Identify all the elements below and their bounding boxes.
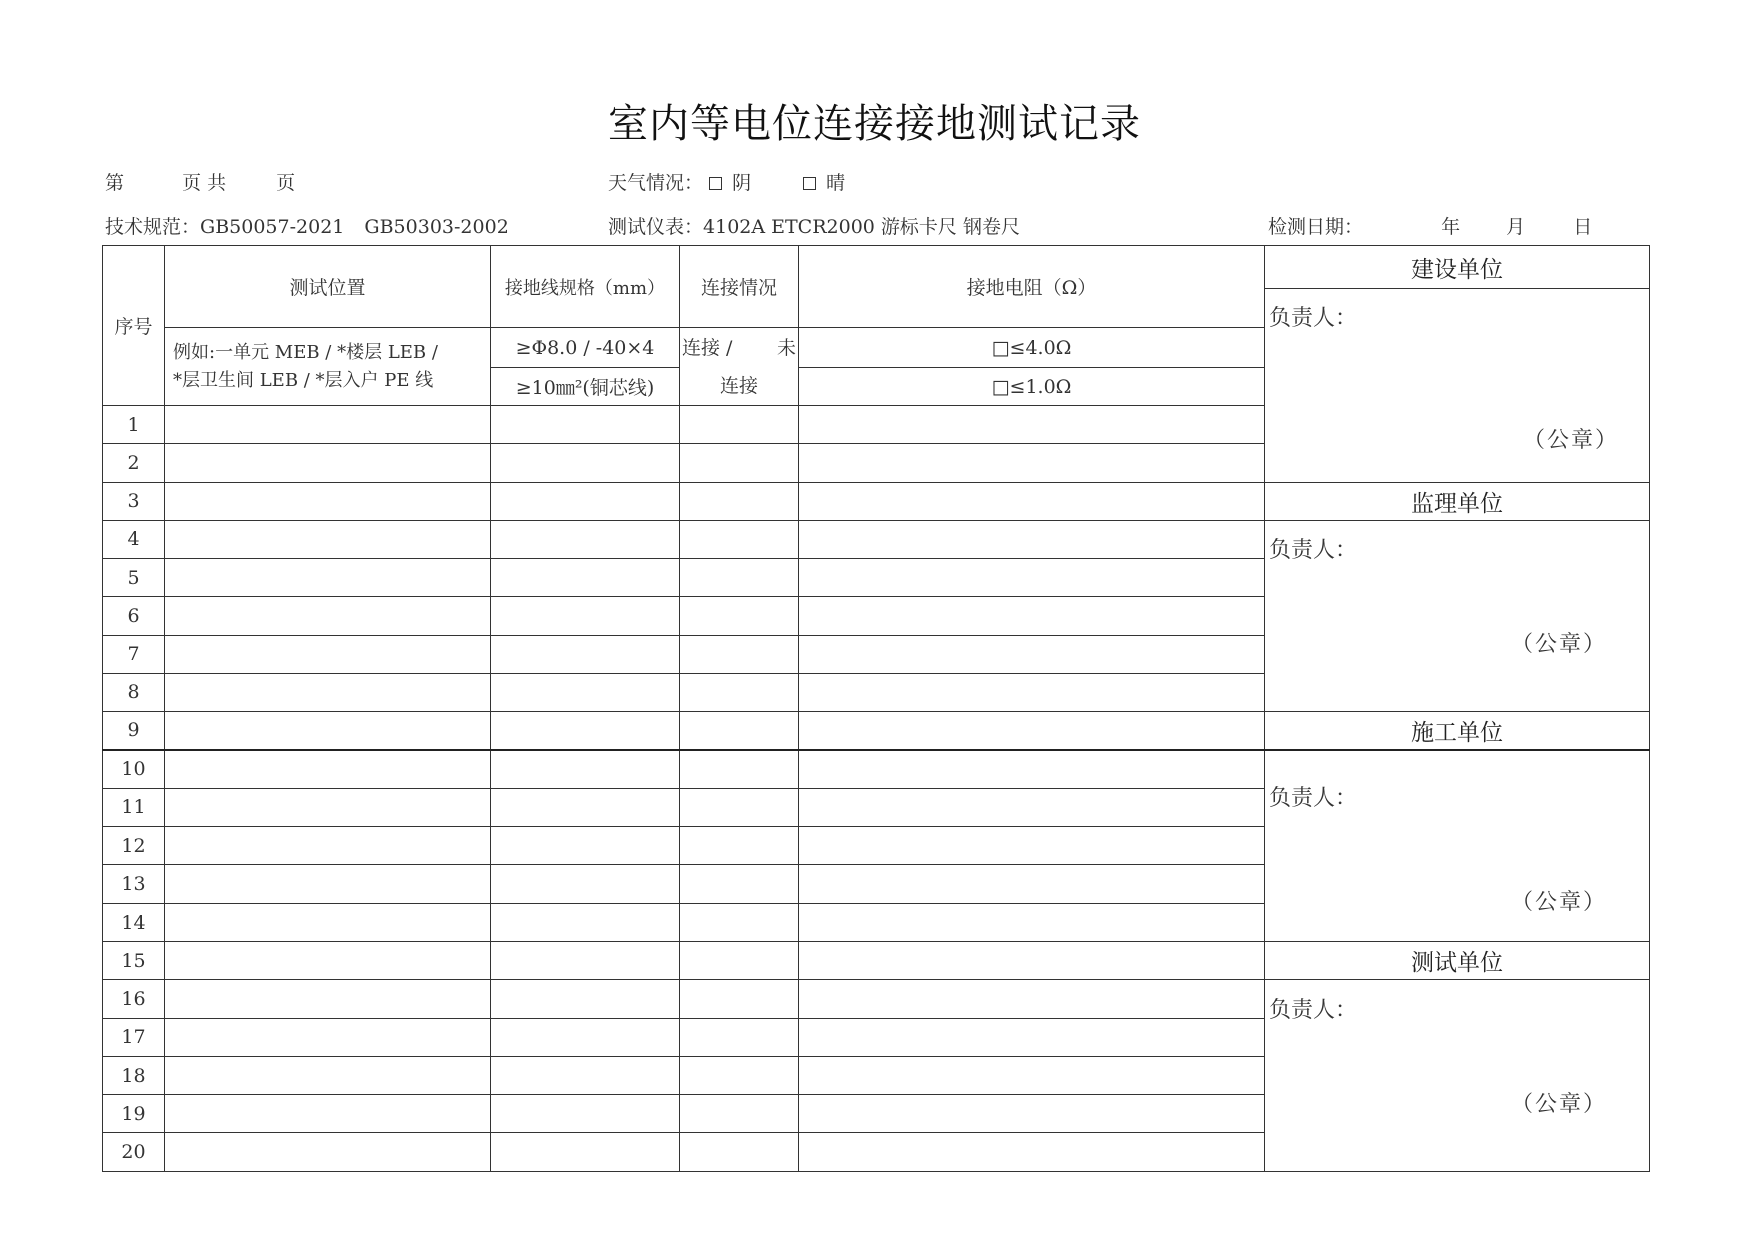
location-cell[interactable]: [165, 482, 491, 520]
connection-cell[interactable]: [680, 597, 799, 635]
resistance-cell[interactable]: [799, 406, 1265, 444]
location-cell[interactable]: [165, 520, 491, 558]
location-cell[interactable]: [165, 1018, 491, 1056]
row-number: 5: [103, 558, 165, 596]
resistance-cell[interactable]: [799, 1056, 1265, 1094]
connection-cell[interactable]: [680, 406, 799, 444]
row-number: 1: [103, 406, 165, 444]
resistance-cell[interactable]: [799, 635, 1265, 673]
connection-cell[interactable]: [680, 1018, 799, 1056]
connection-cell[interactable]: [680, 635, 799, 673]
connection-cell[interactable]: [680, 1133, 799, 1172]
location-cell[interactable]: [165, 1056, 491, 1094]
location-cell[interactable]: [165, 788, 491, 826]
supervision-unit-signature-area[interactable]: [1265, 520, 1650, 711]
resistance-cell[interactable]: [799, 942, 1265, 980]
page-total-label: 页: [276, 172, 296, 194]
location-cell[interactable]: [165, 444, 491, 482]
table-row: [103, 482, 1650, 520]
testing-unit-signature-area[interactable]: [1265, 980, 1650, 1172]
header-seq: 序号: [103, 246, 165, 406]
example-wire-spec-1: ≥Φ8.0 / -40×4: [491, 328, 680, 368]
wire-spec-cell[interactable]: [491, 1018, 680, 1056]
resistance-cell[interactable]: [799, 712, 1265, 750]
supervision-person-label: 负责人：: [1269, 537, 1358, 563]
weather-overcast-label: 阴: [732, 172, 752, 194]
row-number: 9: [103, 712, 165, 750]
weather-sunny-label: 晴: [826, 172, 846, 194]
resistance-cell[interactable]: [799, 827, 1265, 865]
weather-label: 天气情况：: [608, 172, 704, 194]
wire-spec-cell[interactable]: [491, 635, 680, 673]
table-row: [103, 520, 1650, 558]
example-location: [165, 328, 491, 406]
construction-unit-title: 建设单位: [1265, 246, 1650, 289]
resistance-cell[interactable]: [799, 520, 1265, 558]
resistance-cell[interactable]: [799, 788, 1265, 826]
wire-spec-cell[interactable]: [491, 750, 680, 788]
resistance-cell[interactable]: [799, 673, 1265, 711]
instrument-label: 测试仪表：: [608, 216, 704, 238]
header-resistance: 接地电阻（Ω）: [799, 246, 1265, 328]
wire-spec-cell[interactable]: [491, 980, 680, 1018]
wire-spec-cell[interactable]: [491, 1095, 680, 1133]
row-number: 2: [103, 444, 165, 482]
weather-info: [608, 168, 845, 195]
construction-unit-signature-area[interactable]: [1265, 289, 1650, 482]
builder-person-label: 负责人：: [1269, 785, 1358, 811]
resistance-cell[interactable]: [799, 750, 1265, 788]
document-title: 室内等电位连接接地测试记录: [608, 101, 1141, 147]
row-number: 17: [103, 1018, 165, 1056]
construction-seal-label: （公章）: [1522, 428, 1619, 454]
example-location-line1: 例如:一单元 MEB / *楼层 LEB /: [173, 341, 438, 363]
wire-spec-cell[interactable]: [491, 827, 680, 865]
wire-spec-cell[interactable]: [491, 712, 680, 750]
testing-seal-label: （公章）: [1510, 1091, 1607, 1117]
example-connection-line2: 连接: [719, 374, 758, 397]
table-row: [103, 980, 1650, 1018]
connection-cell[interactable]: [680, 750, 799, 788]
resistance-cell[interactable]: [799, 1095, 1265, 1133]
wire-spec-cell[interactable]: [491, 788, 680, 826]
location-cell[interactable]: [165, 558, 491, 596]
testing-person-label: 负责人：: [1269, 997, 1358, 1023]
checkbox-overcast-icon[interactable]: [709, 177, 722, 190]
connection-cell[interactable]: [680, 444, 799, 482]
wire-spec-cell[interactable]: [491, 482, 680, 520]
supervision-unit-title: 监理单位: [1265, 482, 1650, 520]
wire-spec-cell[interactable]: [491, 1133, 680, 1172]
connection-cell[interactable]: [680, 827, 799, 865]
wire-spec-cell[interactable]: [491, 673, 680, 711]
connection-cell[interactable]: [680, 712, 799, 750]
builder-unit-title: 施工单位: [1265, 712, 1650, 750]
row-number: 12: [103, 827, 165, 865]
example-wire-spec-2: ≥10㎜²(铜芯线): [491, 367, 680, 406]
wire-spec-cell[interactable]: [491, 942, 680, 980]
header-location: 测试位置: [165, 246, 491, 328]
spec-standard-1: GB50057-2021: [200, 216, 345, 238]
date-year-label: 年: [1441, 216, 1461, 238]
resistance-cell[interactable]: [799, 482, 1265, 520]
row-number: 16: [103, 980, 165, 1018]
resistance-cell[interactable]: [799, 1018, 1265, 1056]
header-wire-spec: 接地线规格（mm）: [491, 246, 680, 328]
spec-label: 技术规范：: [105, 216, 201, 238]
resistance-cell[interactable]: [799, 980, 1265, 1018]
row-number: 18: [103, 1056, 165, 1094]
location-cell[interactable]: [165, 712, 491, 750]
location-cell[interactable]: [165, 750, 491, 788]
wire-spec-cell[interactable]: [491, 597, 680, 635]
connection-cell[interactable]: [680, 1056, 799, 1094]
page-gong-label: 页 共: [182, 172, 227, 194]
row-number: 3: [103, 482, 165, 520]
example-resistance-2: □≤1.0Ω: [799, 367, 1265, 406]
example-connection-line1a: 连接 /: [682, 336, 733, 359]
wire-spec-cell[interactable]: [491, 865, 680, 903]
connection-cell[interactable]: [680, 788, 799, 826]
date-label: 检测日期：: [1268, 216, 1364, 238]
supervision-seal-label: （公章）: [1510, 631, 1607, 657]
resistance-cell[interactable]: [799, 597, 1265, 635]
spec-standard-2: GB50303-2002: [364, 216, 509, 238]
row-number: 7: [103, 635, 165, 673]
row-number: 4: [103, 520, 165, 558]
table-row: [103, 942, 1650, 980]
page-di-label: 第: [105, 172, 125, 194]
testing-unit-title: 测试单位: [1265, 942, 1650, 980]
resistance-cell[interactable]: [799, 444, 1265, 482]
location-cell[interactable]: [165, 635, 491, 673]
wire-spec-cell[interactable]: [491, 520, 680, 558]
header-connection: 连接情况: [680, 246, 799, 328]
checkbox-sunny-icon[interactable]: [803, 177, 816, 190]
instrument-info: [608, 212, 1020, 239]
row-number: 15: [103, 942, 165, 980]
connection-cell[interactable]: [680, 942, 799, 980]
location-cell[interactable]: [165, 865, 491, 903]
date-month-label: 月: [1506, 216, 1526, 238]
row-number: 6: [103, 597, 165, 635]
spec-info: [105, 212, 509, 239]
location-cell[interactable]: [165, 597, 491, 635]
example-resistance-1: □≤4.0Ω: [799, 328, 1265, 368]
test-date-info: [1268, 212, 1592, 239]
connection-cell[interactable]: [680, 865, 799, 903]
connection-cell[interactable]: [680, 980, 799, 1018]
row-number: 19: [103, 1095, 165, 1133]
builder-unit-signature-area[interactable]: [1265, 750, 1650, 942]
location-cell[interactable]: [165, 942, 491, 980]
row-number: 11: [103, 788, 165, 826]
connection-cell[interactable]: [680, 673, 799, 711]
location-cell[interactable]: [165, 673, 491, 711]
location-cell[interactable]: [165, 1133, 491, 1172]
connection-cell[interactable]: [680, 558, 799, 596]
row-number: 10: [103, 750, 165, 788]
location-cell[interactable]: [165, 980, 491, 1018]
wire-spec-cell[interactable]: [491, 406, 680, 444]
connection-cell[interactable]: [680, 482, 799, 520]
table-row: [103, 750, 1650, 788]
resistance-cell[interactable]: [799, 558, 1265, 596]
page-number-info: [105, 168, 295, 195]
location-cell[interactable]: [165, 827, 491, 865]
row-number: 20: [103, 1133, 165, 1172]
wire-spec-cell[interactable]: [491, 444, 680, 482]
wire-spec-cell[interactable]: [491, 903, 680, 941]
row-number: 8: [103, 673, 165, 711]
resistance-cell[interactable]: [799, 865, 1265, 903]
date-day-label: 日: [1573, 216, 1593, 238]
connection-cell[interactable]: [680, 520, 799, 558]
builder-seal-label: （公章）: [1510, 889, 1607, 915]
connection-cell[interactable]: [680, 903, 799, 941]
resistance-cell[interactable]: [799, 903, 1265, 941]
location-cell[interactable]: [165, 903, 491, 941]
example-connection: [680, 328, 799, 406]
row-number: 13: [103, 865, 165, 903]
example-location-line2: *层卫生间 LEB / *层入户 PE 线: [173, 369, 434, 391]
construction-person-label: 负责人：: [1269, 306, 1358, 332]
resistance-cell[interactable]: [799, 1133, 1265, 1172]
wire-spec-cell[interactable]: [491, 1056, 680, 1094]
row-number: 14: [103, 903, 165, 941]
location-cell[interactable]: [165, 406, 491, 444]
table-row: [103, 712, 1650, 750]
example-connection-line1b: 未: [776, 336, 796, 359]
location-cell[interactable]: [165, 1095, 491, 1133]
wire-spec-cell[interactable]: [491, 558, 680, 596]
instrument-value: 4102A ETCR2000 游标卡尺 钢卷尺: [703, 216, 1020, 238]
connection-cell[interactable]: [680, 1095, 799, 1133]
test-record-table: [102, 245, 1650, 1172]
